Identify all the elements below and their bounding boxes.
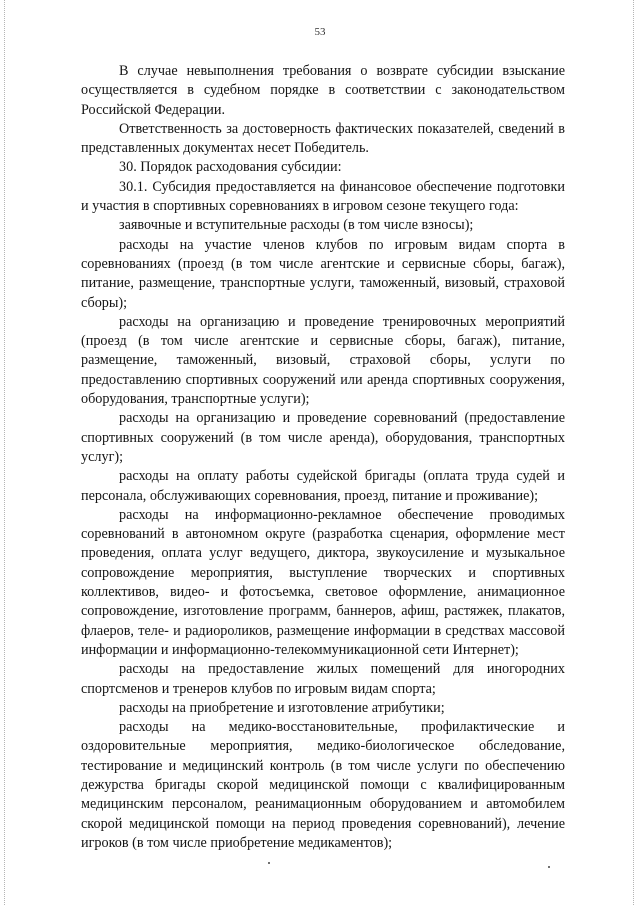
document-body bbox=[81, 62, 565, 853]
paragraph-competition-participation: расходы на участие членов клубов по игровым видам спорта в соревнованиях (проезд (в том числе агентские и сервисные сборы, багаж), питание, размещение, транспортные услуги, таможенный, визовый, страховой сборы); bbox=[81, 236, 565, 311]
scan-dot-mark bbox=[268, 862, 270, 864]
paragraph-section-30-1: 30.1. Субсидия предоставляется на финансовое обеспечение подготовки и участия в спортивных соревнованиях в игровом сезоне текущего года: bbox=[81, 178, 565, 215]
paragraph-application-fees: заявочные и вступительные расходы (в том числе взносы); bbox=[119, 217, 474, 234]
paragraph-housing: расходы на предоставление жилых помещений для иногородних спортсменов и тренеров клубов по игровым видам спорта; bbox=[81, 661, 565, 697]
paragraph-competition-organization: расходы на организацию и проведение соревнований (предоставление спортивных сооружений (в том числе аренда), оборудования, транспортных услуг); bbox=[81, 410, 565, 465]
scan-dot-mark bbox=[548, 866, 550, 868]
paragraph-responsibility: Ответственность за достоверность фактических показателей, сведений в представленных документах несет Победитель. bbox=[81, 120, 565, 157]
paragraph-medical: расходы на медико-восстановительные, профилактические и оздоровительные мероприятия, медико-биологическое обследование, тестирование и медицинский контроль (в том числе услуги по обеспечению дежурства бригады скорой медицинской помощи с квалифицированным медицинским персоналом, реанимационным оборудованием и автомобилем скорой медицинской помощи на период проведения соревнований), лечение игроков (в том числе приобретение медикаментов); bbox=[81, 719, 565, 851]
scan-edge-left bbox=[4, 0, 5, 905]
paragraph-advertising: расходы на информационно-рекламное обеспечение проводимых соревнований в автономном округе (разработка сценария, оформление мест проведения, оплата услуг ведущего, диктора, звукоусиление и музыкальное сопровождение мероприятия, выступление творческих и спортивных коллективов, видео- и фотосъемка, световое оформление, анимационное сопровождение, изготовление программ, баннеров, афиш, растяжек, плакатов, флаеров, теле- и радиороликов, размещение информации в средствах массовой информации и информационно-телекоммуникационной сети Интернет); bbox=[81, 506, 565, 658]
scan-edge-right bbox=[633, 0, 634, 905]
paragraph-training-events: расходы на организацию и проведение тренировочных мероприятий (проезд (в том числе агентские и сервисные сборы, багаж), питание, размещение, таможенный, визовый, страховой сборы, услуги по предоставлению спортивных сооружений или аренда спортивных сооружения, оборудования, транспортные услуги); bbox=[81, 313, 565, 408]
paragraph-referee-payment: расходы на оплату работы судейской бригады (оплата труда судей и персонала, обслуживающих соревнования, проезд, питание и проживание); bbox=[81, 468, 565, 504]
paragraph-attributes: расходы на приобретение и изготовление атрибутики; bbox=[119, 699, 445, 716]
page-number: 53 bbox=[314, 26, 326, 38]
paragraph-section-30: 30. Порядок расходования субсидии: bbox=[119, 159, 342, 176]
paragraph-subsidy-recovery: В случае невыполнения требования о возврате субсидии взыскание осуществляется в судебном порядке в соответствии с законодательством Российской Федерации. bbox=[81, 63, 565, 118]
